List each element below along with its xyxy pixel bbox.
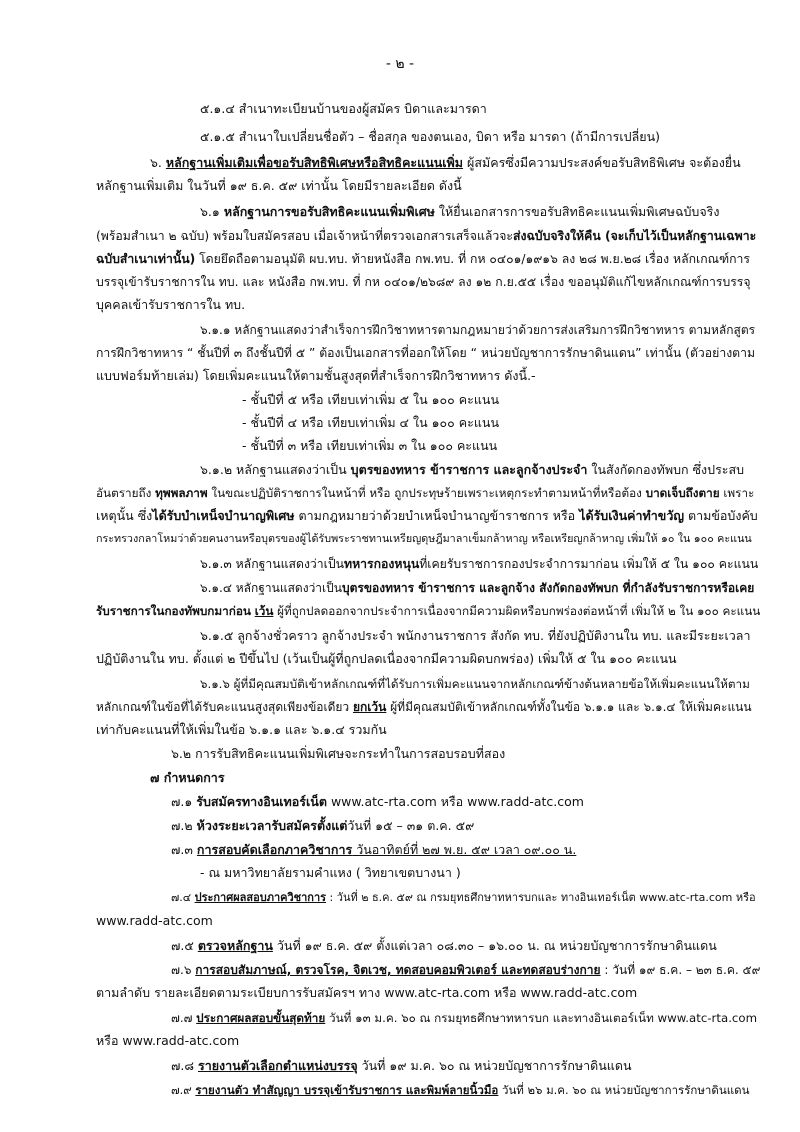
text-segment: ๖.๑.๕ ลูกจ้างชั่วคราว ลูกจ้างประจำ พนักงานราชการ สังกัด ทบ. ที่ยังปฏิบัติงานใน ทบ. และมีระยะเวลา bbox=[200, 628, 751, 643]
text-line bbox=[96, 722, 387, 738]
text-segment: ๗.๕ bbox=[171, 938, 198, 953]
text-line bbox=[200, 580, 754, 596]
text-segment: ตามข้อบังคับ bbox=[684, 508, 758, 523]
text-line bbox=[96, 985, 637, 1001]
text-segment: (พร้อมสำเนา ๒ ฉบับ) พร้อมใบสมัครสอบ เมื่อเจ้าหน้าที่ตรวจเอกสารเสร็จแล้วจะ bbox=[96, 229, 513, 243]
text-segment: ตามลำดับ รายละเอียดตามระเบียบการรับสมัครฯ ทาง www.atc-rta.com หรือ www.radd-atc.com bbox=[96, 985, 638, 1000]
text-line bbox=[171, 1082, 749, 1098]
text-segment: บาดเจ็บถึงตาย bbox=[645, 486, 720, 500]
text-line bbox=[171, 890, 756, 906]
text-segment: ๕.๑.๔ สำเนาทะเบียนบ้านของผู้สมัคร บิดาและมารดา bbox=[200, 101, 487, 116]
text-segment: ๗.๖ bbox=[171, 963, 196, 977]
text-line bbox=[96, 531, 752, 547]
text-segment: www.atc-rta.com หรือ www.radd-atc.com bbox=[326, 794, 584, 809]
text-line bbox=[200, 556, 758, 572]
text-segment: เท่ากับคะแนนที่ให้เพิ่มในข้อ ๖.๑.๑ และ ๖.๑.๔ รวมกัน bbox=[96, 722, 387, 737]
text-segment: ๗.๑ bbox=[171, 794, 197, 809]
text-segment: วันที่ ๑๓ ม.ค. ๖๐ ณ กรมยุทธศึกษาทหารบก และทางอินเตอร์เน็ท www.atc-rta.com bbox=[325, 1011, 758, 1025]
page-number: - ๒ - bbox=[385, 56, 415, 72]
text-line bbox=[200, 101, 487, 117]
text-segment: ที่เคยรับราชการกองประจำการมาก่อน เพิ่มให้ ๕ ใน ๑๐๐ คะแนน bbox=[419, 557, 759, 571]
text-line bbox=[171, 794, 584, 810]
text-line bbox=[96, 251, 750, 267]
text-segment: ๖.๑.๒ หลักฐานแสดงว่าเป็น bbox=[200, 462, 351, 477]
text-segment: ๗.๙ bbox=[171, 1083, 196, 1097]
text-segment: หลักเกณฑ์ในข้อที่ได้รับคะแนนสูงสุดเพียงข้อเดียว bbox=[96, 700, 353, 714]
text-segment: ยกเว้น bbox=[352, 700, 387, 714]
text-segment: ตามกฎหมายว่าด้วยบำเหน็จบำนาญข้าราชการ หรือ bbox=[294, 508, 580, 523]
text-line bbox=[150, 155, 741, 171]
text-line bbox=[96, 345, 755, 361]
text-segment: ๗.๒ bbox=[171, 818, 197, 833]
text-segment: การสอบคัดเลือกภาควิชาการ bbox=[196, 842, 353, 857]
text-segment: ปฏิบัติงานใน ทบ. ตั้งแต่ ๒ ปีขึ้นไป (เว้นเป็นผู้ที่ถูกปลดเนื่องจากมีความผิดบกพร่อง) เพิ่มให้ ๕ ใน ๑๐๐ คะแนน bbox=[96, 651, 677, 666]
text-segment: - ณ มหาวิทยาลัยรามคำแหง ( วิทยาเขตบางนา ) bbox=[200, 865, 461, 880]
text-line bbox=[171, 938, 717, 954]
text-segment: หลักฐานเพิ่มเติมเพื่อขอรับสิทธิพิเศษหรือสิทธิคะแนนเพิ่ม bbox=[165, 155, 464, 170]
text-line bbox=[96, 485, 754, 501]
text-line bbox=[242, 392, 499, 408]
text-line bbox=[96, 297, 245, 313]
text-line bbox=[200, 204, 720, 220]
text-line bbox=[200, 129, 660, 145]
text-line bbox=[96, 228, 756, 244]
text-segment: วันที่ ๑๙ ม.ค. ๖๐ ณ หน่วยบัญชาการรักษาดินแดน bbox=[357, 1058, 632, 1073]
text-segment: อันตรายถึง bbox=[96, 486, 156, 500]
text-segment: ๖.๑.๑ หลักฐานแสดงว่าสำเร็จการฝึกวิชาทหารตามกฎหมายว่าด้วยการส่งเสริมการฝึกวิชาทหาร ตามหลักสูตร bbox=[200, 323, 756, 337]
text-segment: ทุพพลภาพ bbox=[155, 486, 208, 500]
text-segment: ในสังกัดกองทัพบก ซึ่งประสบ bbox=[587, 462, 745, 477]
text-segment: ให้ยื่นเอกสารการขอรับสิทธิคะแนนเพิ่มพิเศษฉบับจริง bbox=[434, 204, 720, 219]
text-segment: บุตรของทหาร ข้าราชการ และลูกจ้างประจำ bbox=[350, 462, 588, 477]
text-segment: กระทรวงกลาโหมว่าด้วยคนงานหรือบุตรของผู้ได้รับพระราชทานเหรียญดุษฎีมาลาเข็มกล้าหาญ หรือเหรียญกล้าหาญ เพิ่มให้ ๑๐ ใน ๑๐๐ คะแนน bbox=[96, 532, 752, 545]
text-line bbox=[171, 842, 576, 858]
text-segment: เว้น bbox=[254, 604, 274, 618]
text-segment: : วันที่ ๑๙ ธ.ค. – ๒๓ ธ.ค. ๕๙ bbox=[600, 963, 761, 977]
text-line bbox=[171, 746, 505, 762]
text-line bbox=[150, 770, 225, 786]
text-segment: แบบฟอร์มท้ายเล่ม) โดยเพิ่มคะแนนให้ตามชั้นสูงสุดที่สำเร็จการฝึกวิชาทหาร ดังนี้.- bbox=[96, 368, 536, 383]
text-segment: รายงานตัวเลือกตำแหน่งบรรจุ bbox=[198, 1058, 358, 1073]
text-segment: ๗.๘ bbox=[171, 1058, 198, 1073]
text-segment: - ชั้นปีที่ ๕ หรือ เทียบเท่าเพิ่ม ๕ ใน ๑๐๐ คะแนน bbox=[242, 392, 500, 407]
text-segment: การสอบสัมภาษณ์, ตรวจโรค, จิตเวช, ทดสอบคอมพิวเตอร์ และทดสอบร่างกาย bbox=[195, 963, 601, 977]
text-segment: บุคคลเข้ารับราชการใน ทบ. bbox=[96, 297, 246, 312]
text-segment: การฝึกวิชาทหาร “ ชั้นปีที่ ๓ ถึงชั้นปีที่ ๕ ” ต้องเป็นเอกสารที่ออกให้โดย “ หน่วยบัญชาการรักษาดินแดน” เท่านั้น (ตัวอย่างตาม bbox=[96, 346, 756, 360]
text-segment: ห้วงระยะเวลารับสมัครตั้งแต่ bbox=[196, 818, 348, 833]
text-segment: ได้รับบำเหน็จบำนาญพิเศษ bbox=[152, 508, 295, 523]
text-line bbox=[96, 913, 213, 929]
text-segment: ๗.๓ bbox=[171, 842, 197, 857]
text-segment: ๖. bbox=[150, 155, 166, 170]
text-segment: วันที่ ๑๙ ธ.ค. ๕๙ ตั้งแต่เวลา ๐๘.๓๐ – ๑๖.๐๐ น. ณ หน่วยบัญชาการรักษาดินแดน bbox=[272, 938, 717, 953]
text-segment: ๗.๗ bbox=[171, 1011, 197, 1025]
text-segment: บุตรของทหาร ข้าราชการ และลูกจ้าง สังกัดกองทัพบก ที่กำลังรับราชการหรือเคย bbox=[341, 581, 755, 595]
text-segment: หลักฐานเพิ่มเติม ในวันที่ ๑๙ ธ.ค. ๕๙ เท่านั้น โดยมีรายละเอียด ดังนี้ bbox=[96, 178, 462, 193]
text-segment: - ชั้นปีที่ ๔ หรือ เทียบเท่าเพิ่ม ๔ ใน ๑๐๐ คะแนน bbox=[242, 415, 500, 430]
text-segment: ๖.๑ bbox=[200, 204, 224, 219]
text-line bbox=[200, 676, 750, 692]
text-segment: ตรวจหลักฐาน bbox=[197, 938, 273, 953]
text-segment: เหตุนั้น ซึ่ง bbox=[96, 508, 153, 523]
text-line bbox=[171, 1058, 632, 1074]
text-line bbox=[96, 508, 758, 524]
text-segment: ๗.๔ bbox=[171, 891, 195, 904]
text-line bbox=[96, 178, 462, 194]
text-segment: รายงานตัว ทำสัญญา บรรจุเข้ารับราชการ และพิมพ์ลายนิ้วมือ bbox=[195, 1083, 499, 1097]
text-segment: ในขณะปฏิบัติราชการในหน้าที่ หรือ ถูกประทุษร้ายเพราะเหตุกระทำตามหน้าที่หรือต้อง bbox=[207, 486, 646, 500]
text-segment: ผู้สมัครซึ่งมีความประสงค์ขอรับสิทธิพิเศษ จะต้องยื่น bbox=[463, 155, 741, 170]
text-segment: วันที่ ๒๖ ม.ค. ๖๐ ณ หน่วยบัญชาการรักษาดินแดน bbox=[498, 1083, 750, 1097]
text-segment: ๖.๑.๓ หลักฐานแสดงว่าเป็น bbox=[200, 557, 345, 571]
text-segment: : วันที่ ๒ ธ.ค. ๕๙ ณ กรมยุทธศึกษาทหารบกและ ทางอินเทอร์เน็ต www.atc-rta.com หรือ bbox=[326, 891, 756, 904]
text-segment: เพราะ bbox=[719, 486, 755, 500]
text-segment: บรรจุเข้ารับราชการใน ทบ. และ หนังสือ กพ.ทบ. ที่ กห ๐๔๐๑/๒๖๘๙ ลง ๑๒ ก.ย.๕๕ เรื่อง ขออนุมัติแก้ไขหลักเกณฑ์การบรรจุ bbox=[96, 275, 751, 289]
text-segment: ได้รับเงินค่าทำขวัญ bbox=[579, 508, 684, 523]
text-line bbox=[96, 274, 751, 290]
text-line bbox=[171, 818, 474, 834]
text-segment: ประกาศผลสอบภาควิชาการ bbox=[194, 891, 327, 904]
text-line bbox=[96, 368, 536, 384]
text-line bbox=[242, 438, 497, 454]
text-segment: โดยยึดถือตามอนุมัติ ผบ.ทบ. ท้ายหนังสือ กพ.ทบ. ที่ กห ๐๔๐๑/๑๙๑๖ ลง ๒๘ พ.ย.๒๘ เรื่อง หลักเกณฑ์การ bbox=[195, 252, 751, 266]
text-segment: ๖.๑.๖ ผู้ที่มีคุณสมบัติเข้าหลักเกณฑ์ที่ได้รับการเพิ่มคะแนนจากหลักเกณฑ์ข้างต้นหลายข้อให้เพิ่มคะแนนให้ตาม bbox=[200, 677, 750, 691]
text-line bbox=[96, 699, 752, 715]
text-segment: ฉบับสำเนาเท่านั้น) bbox=[96, 252, 196, 266]
text-line bbox=[96, 1033, 239, 1049]
text-segment: รับราชการในกองทัพบกมาก่อน bbox=[96, 604, 251, 618]
text-segment: ๗ กำหนดการ bbox=[150, 770, 225, 785]
text-line bbox=[242, 415, 499, 431]
text-segment: www.radd-atc.com bbox=[96, 913, 213, 928]
text-segment: - ชั้นปีที่ ๓ หรือ เทียบเท่าเพิ่ม ๓ ใน ๑๐๐ คะแนน bbox=[242, 438, 498, 453]
text-line bbox=[200, 462, 744, 478]
text-segment: ๖.๑.๔ หลักฐานแสดงว่าเป็น bbox=[200, 581, 342, 595]
text-line bbox=[200, 322, 755, 338]
text-line bbox=[96, 603, 760, 619]
text-segment: วันที่ ๑๕ – ๓๑ ต.ค. ๕๙ bbox=[347, 818, 475, 833]
text-segment: ทหารกองหนุน bbox=[344, 557, 420, 571]
text-segment: ส่งฉบับจริงให้คืน (จะเก็บไว้เป็นหลักฐานเฉพาะ bbox=[512, 229, 757, 243]
text-line bbox=[171, 1010, 757, 1026]
text-line bbox=[171, 962, 760, 978]
text-segment: หลักฐานการขอรับสิทธิคะแนนเพิ่มพิเศษ bbox=[223, 204, 435, 219]
text-segment: รับสมัครทางอินเทอร์เน็ต bbox=[196, 794, 327, 809]
text-segment: ประกาศผลสอบขั้นสุดท้าย bbox=[196, 1011, 326, 1025]
text-segment: หรือ www.radd-atc.com bbox=[96, 1033, 240, 1048]
text-line bbox=[96, 651, 677, 667]
text-segment: ๖.๒ การรับสิทธิคะแนนเพิ่มพิเศษจะกระทำในการสอบรอบที่สอง bbox=[171, 746, 506, 761]
text-segment: ผู้ที่มีคุณสมบัติเข้าหลักเกณฑ์ทั้งในข้อ ๖.๑.๑ และ ๖.๑.๔ ให้เพิ่มคะแนน bbox=[386, 700, 752, 714]
text-line bbox=[200, 628, 750, 644]
text-segment: ๕.๑.๕ สำเนาใบเปลี่ยนชื่อตัว – ชื่อสกุล ของตนเอง, บิดา หรือ มารดา (ถ้ามีการเปลี่ยน) bbox=[200, 129, 661, 144]
text-segment: ผู้ที่ถูกปลดออกจากประจำการเนื่องจากมีความผิดหรือบกพร่องต่อหน้าที่ เพิ่มให้ ๒ ใน ๑๐๐ คะแนน bbox=[273, 604, 761, 618]
text-line bbox=[200, 865, 461, 881]
text-segment: วันอาทิตย์ที่ ๒๗ พ.ย. ๕๙ เวลา ๐๙.๐๐ น. bbox=[352, 842, 577, 857]
